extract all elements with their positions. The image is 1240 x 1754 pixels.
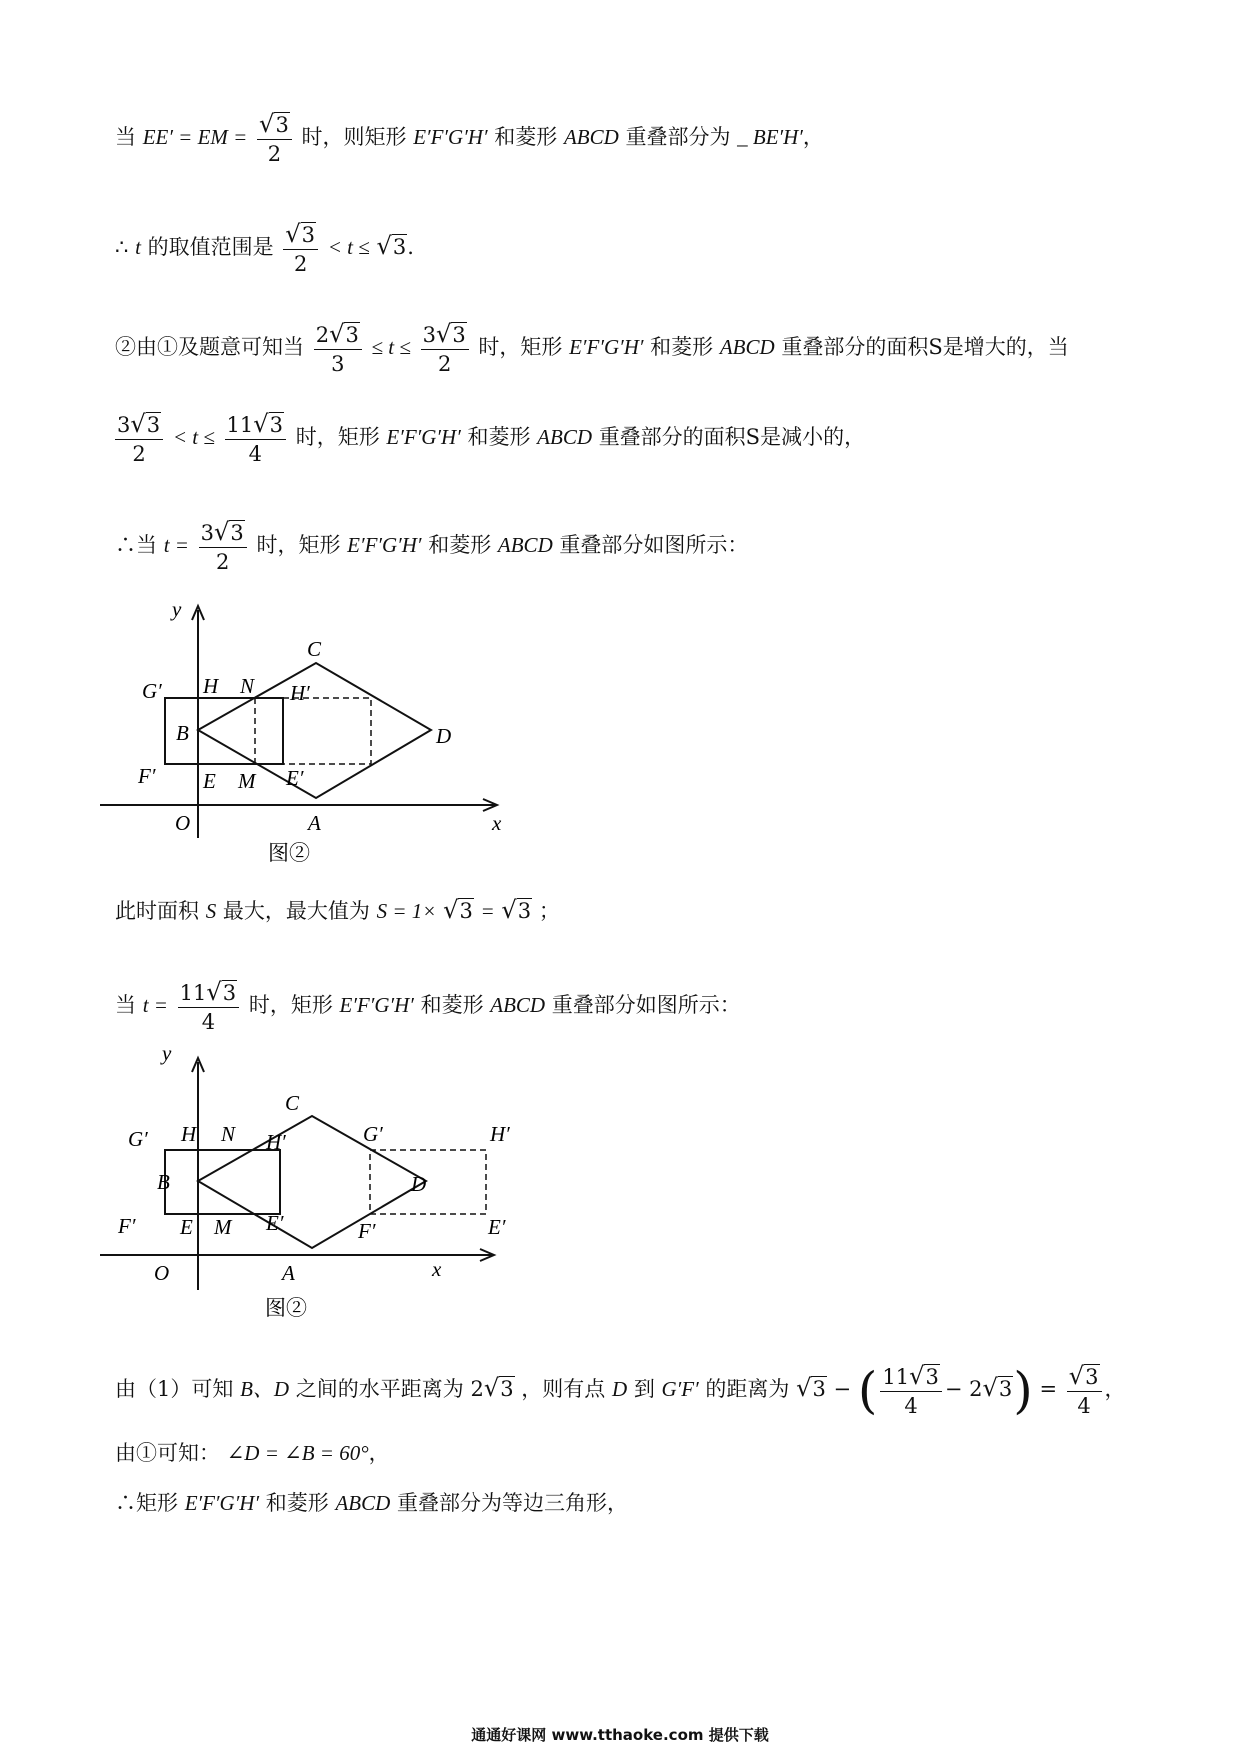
math: D bbox=[611, 1377, 628, 1402]
label-y: y bbox=[162, 1041, 172, 1065]
text: ， bbox=[1104, 1377, 1126, 1402]
text: 和菱形 bbox=[420, 993, 484, 1018]
text: 由①可知： bbox=[115, 1441, 220, 1465]
figure-2 bbox=[100, 1040, 600, 1334]
radical: √3 bbox=[376, 232, 407, 261]
text: 重叠部分为等边三角形， bbox=[396, 1491, 628, 1515]
label-d: D bbox=[436, 724, 452, 748]
label-x: x bbox=[432, 1257, 442, 1281]
line-2 bbox=[115, 222, 414, 275]
text: ，则有点 bbox=[521, 1377, 606, 1402]
label-b: B bbox=[176, 721, 189, 745]
text: 当 bbox=[115, 125, 136, 150]
text: 重叠部分如图所示： bbox=[551, 993, 741, 1018]
text: 时，矩形 bbox=[248, 993, 333, 1018]
math: ABCD bbox=[563, 125, 619, 150]
math: = bbox=[1039, 1377, 1058, 1402]
text: 时，矩形 bbox=[478, 335, 563, 360]
left-paren: ( bbox=[857, 1361, 878, 1420]
math: E′F′G′H′ bbox=[184, 1491, 260, 1515]
radical: √3 bbox=[982, 1374, 1013, 1403]
label-m: M bbox=[238, 769, 256, 793]
text: 重叠部分的面积S是增大的，当 bbox=[781, 335, 1069, 360]
math: G′F′ bbox=[661, 1377, 699, 1402]
label-n: N bbox=[221, 1122, 236, 1146]
math: < t ≤ bbox=[327, 235, 370, 260]
math: E′F′G′H′ bbox=[386, 425, 461, 450]
label-e: E bbox=[203, 769, 216, 793]
math: ABCD bbox=[490, 993, 546, 1018]
text: 重叠部分如图所示： bbox=[559, 533, 749, 558]
math: ABCD bbox=[537, 425, 592, 450]
math: t = bbox=[163, 533, 189, 558]
line-6 bbox=[115, 898, 560, 922]
line-9 bbox=[115, 1443, 390, 1464]
math: ∠D = ∠B = 60° bbox=[226, 1441, 369, 1465]
text: 重叠部分为 bbox=[625, 125, 731, 150]
text: 时，矩形 bbox=[295, 425, 380, 450]
text: 和菱形 bbox=[650, 335, 714, 360]
text: ∴矩形 bbox=[115, 1491, 178, 1515]
line-1 bbox=[115, 112, 824, 165]
text: . bbox=[407, 235, 414, 260]
label-b: B bbox=[157, 1170, 170, 1194]
line-3 bbox=[115, 322, 1069, 375]
label-d: D bbox=[411, 1172, 427, 1196]
text: 和菱形 bbox=[467, 425, 531, 450]
math: t = bbox=[142, 993, 168, 1018]
label-gp2: G′ bbox=[363, 1122, 383, 1146]
math: EE′ = EM = bbox=[142, 125, 248, 150]
label-ep: E′ bbox=[266, 1211, 284, 1235]
label-hp: H′ bbox=[290, 681, 310, 705]
math: − bbox=[833, 1377, 852, 1402]
math: S = 1× bbox=[376, 899, 437, 923]
math: E′F′G′H′ bbox=[413, 125, 488, 150]
math: − 2 bbox=[944, 1377, 983, 1402]
text: 和菱形 bbox=[428, 533, 492, 558]
fraction: $\frac{11√3}{4}$ bbox=[225, 412, 287, 465]
label-n: N bbox=[240, 674, 255, 698]
fraction: $\frac{3√3}{2}$ bbox=[199, 520, 247, 573]
fraction: $\frac{√3}{2}$ bbox=[257, 112, 292, 165]
text: 由（1）可知 bbox=[115, 1377, 234, 1402]
label-m: M bbox=[214, 1215, 232, 1239]
text: 此时面积 bbox=[115, 899, 199, 923]
math: ABCD bbox=[497, 533, 553, 558]
label-o: O bbox=[154, 1261, 170, 1285]
fraction: $\frac{11√3}{4}$ bbox=[880, 1364, 942, 1417]
text: 和菱形 bbox=[494, 125, 558, 150]
label-o: O bbox=[175, 811, 191, 835]
fraction: $\frac{11√3}{4}$ bbox=[178, 980, 240, 1033]
text: ∴ bbox=[115, 235, 129, 260]
label-fp: F′ bbox=[138, 764, 156, 788]
label-hp: H′ bbox=[266, 1130, 286, 1154]
label-hp2: H′ bbox=[490, 1122, 510, 1146]
math: t bbox=[135, 235, 141, 260]
math: E′F′G′H′ bbox=[347, 533, 422, 558]
math: E′F′G′H′ bbox=[569, 335, 644, 360]
line-4 bbox=[115, 412, 865, 465]
line-5 bbox=[115, 520, 748, 573]
radical: √3 bbox=[443, 896, 473, 924]
fraction: $\frac{3√3}{2}$ bbox=[421, 322, 469, 375]
fraction: $\frac{√3}{4}$ bbox=[1067, 1364, 1102, 1417]
fraction: $\frac{2√3}{3}$ bbox=[314, 322, 362, 375]
rectangle-efgh bbox=[165, 1150, 280, 1214]
text: ②由①及题意可知当 bbox=[115, 335, 304, 360]
page-footer: 通通好课网 www.tthaoke.com 提供下载 bbox=[471, 1726, 769, 1744]
line-8 bbox=[115, 1361, 1126, 1420]
figure-2-svg bbox=[100, 1040, 600, 1330]
right-paren: ) bbox=[1013, 1361, 1033, 1420]
label-ep2: E′ bbox=[488, 1215, 506, 1239]
text: 的取值范围是 bbox=[147, 235, 274, 260]
label-c: C bbox=[285, 1091, 300, 1115]
math: 2 bbox=[470, 1377, 484, 1402]
dashed-rectangle bbox=[283, 698, 371, 764]
math: ABCD bbox=[335, 1491, 391, 1515]
text: ， bbox=[368, 1441, 390, 1465]
radical: √3 bbox=[796, 1374, 826, 1403]
figure-1 bbox=[100, 590, 560, 884]
label-e: E bbox=[180, 1215, 193, 1239]
radical: √3 bbox=[501, 896, 532, 924]
math: < t ≤ bbox=[172, 425, 215, 450]
radical: √3 bbox=[483, 1374, 514, 1403]
math: ≤ t ≤ bbox=[371, 335, 411, 360]
label-h: H bbox=[203, 674, 219, 698]
text: 时，矩形 bbox=[256, 533, 341, 558]
fraction: $\frac{3√3}{2}$ bbox=[115, 412, 163, 465]
math: _ BE′H′ bbox=[737, 125, 803, 150]
line-10 bbox=[115, 1493, 628, 1514]
text: 当 bbox=[115, 993, 136, 1018]
math: E′F′G′H′ bbox=[339, 993, 414, 1018]
rhombus-abcd bbox=[198, 663, 431, 798]
fraction: $\frac{√3}{2}$ bbox=[283, 222, 318, 275]
label-y: y bbox=[172, 597, 182, 621]
text: 的距离为 bbox=[705, 1377, 790, 1402]
text: ； bbox=[538, 899, 560, 923]
label-gp: G′ bbox=[142, 679, 162, 703]
text: ∴当 bbox=[115, 533, 157, 558]
text: 重叠部分的面积S是减小的， bbox=[598, 425, 866, 450]
label-h: H bbox=[181, 1122, 197, 1146]
figure-1-svg bbox=[100, 590, 560, 880]
math: S bbox=[205, 899, 217, 923]
math: B、D bbox=[240, 1377, 290, 1402]
label-a: A bbox=[308, 811, 321, 835]
text: 最大，最大值为 bbox=[222, 899, 370, 923]
text: ， bbox=[802, 125, 824, 150]
math: ABCD bbox=[719, 335, 775, 360]
label-gp: G′ bbox=[128, 1127, 148, 1151]
text: 到 bbox=[633, 1377, 655, 1402]
label-fp2: F′ bbox=[358, 1219, 376, 1243]
math: = bbox=[480, 899, 495, 923]
text: 之间的水平距离为 bbox=[295, 1377, 464, 1402]
label-c: C bbox=[307, 637, 322, 661]
figure-caption: 图② bbox=[265, 1296, 307, 1320]
text: 时，则矩形 bbox=[301, 125, 407, 150]
label-fp: F′ bbox=[118, 1214, 136, 1238]
figure-caption: 图② bbox=[268, 841, 310, 865]
line-7 bbox=[115, 980, 741, 1033]
label-a: A bbox=[282, 1261, 295, 1285]
label-x: x bbox=[492, 811, 502, 835]
text: 和菱形 bbox=[265, 1491, 329, 1515]
label-ep: E′ bbox=[286, 766, 304, 790]
